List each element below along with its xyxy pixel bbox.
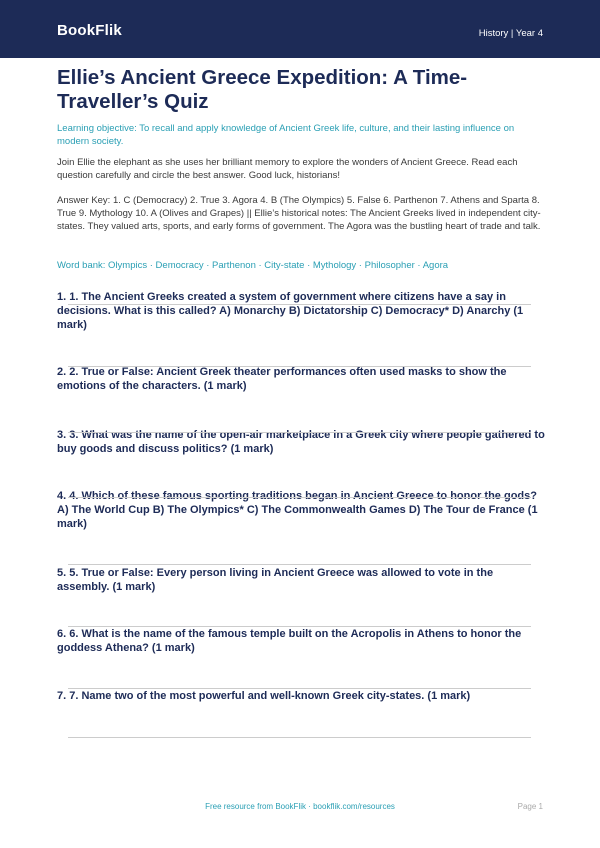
intro-text: Join Ellie the elephant as she uses her brilliant memory to explore the wonders of Ancient Greece. Read each question carefully and circle the best answer. Good luck, historians! — [57, 157, 518, 181]
question-7: 7. 7. Name two of the most powerful and well-known Greek city-states. (1 mark) — [57, 690, 471, 702]
subject-year-label: History | Year 4 — [478, 28, 543, 39]
brand-logo-text[interactable]: BookFlik — [57, 22, 122, 39]
answer-line-3[interactable] — [68, 432, 531, 433]
question-5: 5. 5. True or False: Every person living in Ancient Greece was allowed to vote in the assembly. (1 mark) — [57, 567, 494, 593]
answer-line-8[interactable] — [68, 737, 531, 738]
answer-line-5[interactable] — [68, 564, 531, 565]
learning-objective: Learning objective: To recall and apply knowledge of Ancient Greek life, culture, and their lasting influence on modern society. — [57, 123, 515, 147]
question-3: 3. 3. What was the name of the open-air marketplace in a Greek city where people gathered to buy goods and discuss politics? (1 mark) — [57, 429, 545, 455]
answer-line-4[interactable] — [68, 497, 531, 498]
question-2: 2. 2. True or False: Ancient Greek theater performances often used masks to show the emotions of the characters. (1 mark) — [57, 366, 507, 392]
answer-line-7[interactable] — [68, 688, 531, 689]
word-bank: Word bank: Olympics · Democracy · Parthenon · City-state · Mythology · Philosopher · Agora — [57, 260, 449, 271]
question-1: 1. 1. The Ancient Greeks created a system of government where citizens have a say in decisions. What is this called? A) Monarchy B) Dictatorship C) Democracy* D) Anarchy (1 mark) — [57, 291, 524, 331]
question-6: 6. 6. What is the name of the famous temple built on the Acropolis in Athens to honor the goddess Athena? (1 mark) — [57, 628, 522, 654]
answer-key-text: Answer Key: 1. C (Democracy) 2. True 3. Agora 4. B (The Olympics) 5. False 6. Parthenon 7. Athens and Sparta 8. True 9. Mythology 10. A (Olives and Grapes) || Ellie’s historical notes: The Ancient Greeks lived in independent city-states. They valued arts, sports, and early forms of government. The Agora was the bustling heart of trade and talk. — [57, 195, 541, 232]
header-bar — [0, 0, 600, 58]
page-number: Page 1 — [517, 802, 543, 811]
answer-line-1[interactable] — [68, 304, 531, 305]
answer-line-2[interactable] — [68, 366, 531, 367]
page-title: Ellie’s Ancient Greece Expedition: A Time-Traveller’s Quiz — [57, 66, 468, 113]
answer-line-6[interactable] — [68, 626, 531, 627]
question-4: 4. 4. Which of these famous sporting traditions began in Ancient Greece to honor the gods? A) The World Cup B) The Olympics* C) The Commonwealth Games D) The Tour de France (1 mark) — [57, 490, 538, 530]
footer-link[interactable]: Free resource from BookFlik · bookflik.com/resources — [205, 802, 395, 811]
